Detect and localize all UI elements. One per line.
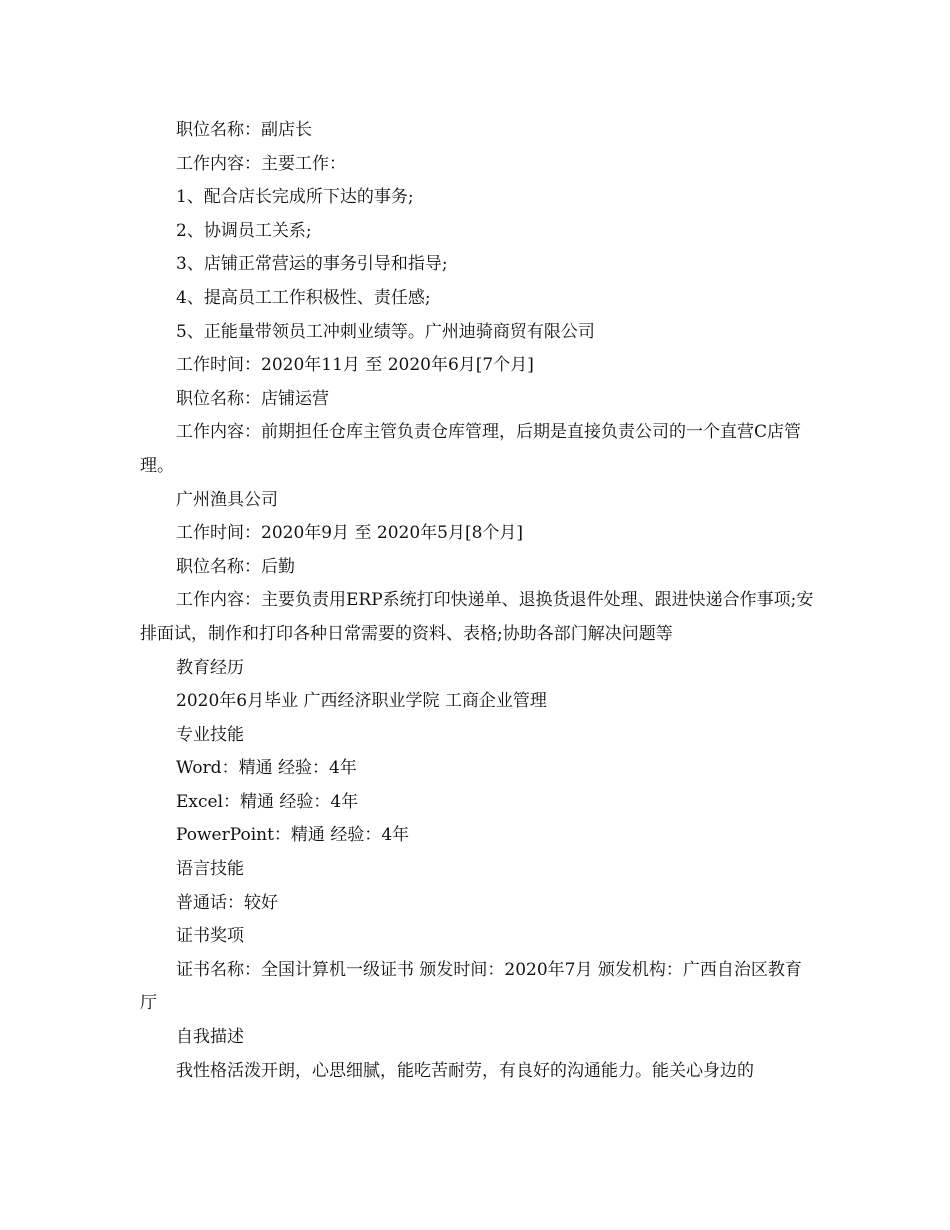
section-heading-language: 语言技能 <box>176 859 244 880</box>
duty-item: 1、配合店长完成所下达的事务; <box>176 187 414 208</box>
duty-item: 2、协调员工关系; <box>176 220 312 241</box>
document-body <box>140 114 814 1088</box>
skill-item: PowerPoint：精通 经验：4年 <box>176 825 410 846</box>
duty-item: 5、正能量带领员工冲刺业绩等。广州迪骑商贸有限公司 <box>176 321 595 342</box>
job-content-paragraph: 工作内容：前期担任仓库主管负责仓库管理，后期是直接负责公司的一个直营C店管理。 <box>140 422 802 476</box>
duty-item: 3、店铺正常营运的事务引导和指导; <box>176 254 448 275</box>
job-content-paragraph: 工作内容：主要负责用ERP系统打印快递单、退换货退件处理、跟进快递合作事项;安排面试，制作和打印各种日常需要的资料、表格;协助各部门解决问题等 <box>140 590 814 644</box>
work-time-line: 工作时间：2020年11月 至 2020年6月[7个月] <box>176 355 534 376</box>
job-title-line: 职位名称：副店长 <box>176 120 312 140</box>
job-title-line: 职位名称：后勤 <box>176 556 295 577</box>
section-heading-skills: 专业技能 <box>176 724 244 745</box>
skill-item: Word：精通 经验：4年 <box>176 758 357 779</box>
company-name-line: 广州渔具公司 <box>176 489 278 510</box>
section-heading-self-description: 自我描述 <box>176 1027 244 1048</box>
section-heading-education: 教育经历 <box>176 657 244 678</box>
work-time-line: 工作时间：2020年9月 至 2020年5月[8个月] <box>176 523 524 544</box>
duty-item: 4、提高员工工作积极性、责任感; <box>176 287 431 308</box>
section-heading-certificates: 证书奖项 <box>176 926 244 947</box>
education-item: 2020年6月毕业 广西经济职业学院 工商企业管理 <box>176 691 547 712</box>
certificate-item: 证书名称：全国计算机一级证书 颁发时间：2020年7月 颁发机构：广西自治区教育厅 <box>140 959 802 1014</box>
job-content-line: 工作内容：主要工作： <box>176 153 346 174</box>
self-description-text: 我性格活泼开朗，心思细腻，能吃苦耐劳，有良好的沟通能力。能关心身边的 <box>176 1060 754 1081</box>
skill-item: Excel：精通 经验：4年 <box>176 791 359 812</box>
language-item: 普通话：较好 <box>176 892 278 913</box>
job-title-line: 职位名称：店铺运营 <box>176 388 329 409</box>
